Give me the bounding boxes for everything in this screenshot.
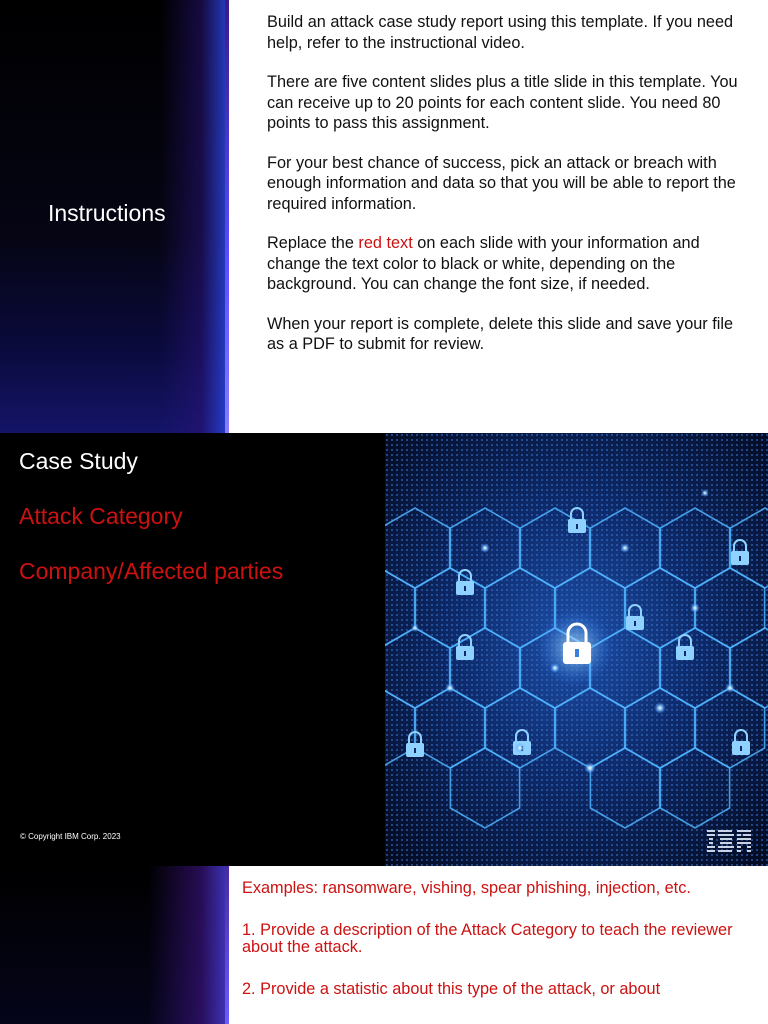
examples-body xyxy=(242,880,742,1023)
instructions-title: Instructions xyxy=(48,200,166,226)
instructions-body xyxy=(267,12,747,374)
security-network-image xyxy=(385,433,768,866)
instructions-paragraph-replace xyxy=(267,233,747,295)
examples-line-2: 1. Provide a description of the Attack Category to teach the reviewer about the attack. xyxy=(242,921,733,956)
instructions-paragraph-3: For your best chance of success, pick an attack or breach with enough information and data so that you will be able to report the required information. xyxy=(267,153,736,213)
case-study-heading: Case Study xyxy=(19,448,138,474)
instructions-paragraph-2: There are five content slides plus a title slide in this template. You can receive up to 20 points for each content slide. You need 80 points to pass this assignment. xyxy=(267,73,738,132)
replace-suffix: on each slide with your information and change the text color to black or white, depending on the background. You can change the font size, if needed. xyxy=(267,234,700,293)
instructions-slide xyxy=(0,0,768,433)
attack-category-placeholder: Attack Category xyxy=(19,503,183,529)
copyright-notice: © Copyright IBM Corp. 2023 xyxy=(20,832,121,841)
case-study-title-slide xyxy=(0,433,768,866)
replace-prefix: Replace the xyxy=(267,234,359,252)
company-placeholder: Company/Affected parties xyxy=(19,558,284,584)
examples-side-panel xyxy=(0,866,229,1024)
red-text-highlight: red text xyxy=(358,234,413,252)
instructions-paragraph-1: Build an attack case study report using this template. If you need help, refer to the instructional video. xyxy=(267,13,734,52)
instructions-side-panel xyxy=(0,0,229,433)
examples-slide xyxy=(0,866,768,1024)
instructions-paragraph-closing: When your report is complete, delete this slide and save your file as a PDF to submit for review. xyxy=(267,314,734,353)
examples-line-3: 2. Provide a statistic about this type of the attack, or about xyxy=(242,980,661,998)
examples-line-1: Examples: ransomware, vishing, spear phishing, injection, etc. xyxy=(242,879,691,897)
